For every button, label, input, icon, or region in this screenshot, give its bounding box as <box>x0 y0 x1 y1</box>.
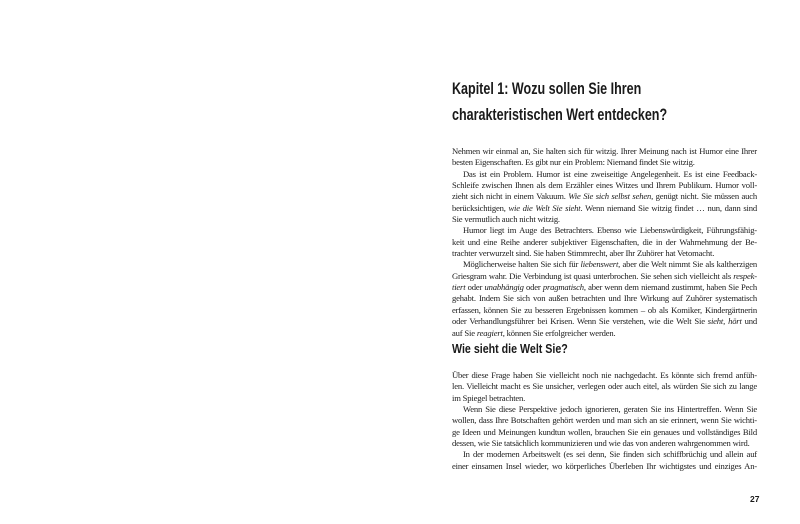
text-segment: , aber die Welt nimmt Sie als kaltherzigen <box>618 259 757 270</box>
text-line <box>452 191 757 202</box>
italic-text: unabhängig <box>484 282 524 293</box>
text-segment: , genügt nicht. Sie müssen auch <box>651 191 757 202</box>
text-segment: trachter verwurzelt sind. Sie haben Stimmrecht, aber Ihr Zuhörer hat Vetomacht. <box>452 248 715 259</box>
italic-text: tiert <box>452 282 466 293</box>
text-line <box>452 259 757 270</box>
text-segment: Möglicherweise halten Sie sich für <box>463 259 581 270</box>
text-segment: erfassen, können Sie zu besseren Ergebnissen kommen – ob als Komiker, Kindergärtnerin <box>452 304 757 315</box>
text-segment: und <box>741 316 757 327</box>
text-segment: oder <box>523 282 543 293</box>
italic-text: respek- <box>733 270 757 281</box>
text-line <box>452 293 757 304</box>
text-line <box>452 328 757 339</box>
text-line <box>452 225 757 236</box>
chapter-title-line: charakteristischen Wert entdecken? <box>452 106 668 124</box>
italic-text: liebenswert <box>580 259 619 270</box>
text-segment: wollen, dass Ihre Botschaften gehört werden und man sich an sie erinnert, wenn Sie wichti- <box>452 415 757 426</box>
text-segment: besten Eigenschaften. Es gibt nur ein Problem: Niemand findet Sie witzig. <box>452 157 695 168</box>
text-segment: , aber wenn dem niemand zustimmt, haben Sie Pech <box>583 282 757 293</box>
text-line <box>452 203 757 214</box>
italic-text: hört <box>728 316 742 327</box>
chapter-title <box>452 76 667 128</box>
italic-text: Wie Sie sich selbst sehen <box>568 191 652 202</box>
text-segment: oder Verhandlungsführer bei Krisen. Wenn Sie verstehen, wie die Welt Sie <box>452 316 708 327</box>
text-line <box>452 305 757 316</box>
italic-text: reagiert <box>476 327 503 338</box>
section1-body-text <box>452 146 757 339</box>
text-line <box>452 237 757 248</box>
text-segment: Über diese Frage haben Sie vielleicht noch nie nachgedacht. Es könnte sich fremd anfüh- <box>452 370 757 380</box>
text-line <box>452 214 757 225</box>
section-heading: Wie sieht die Welt Sie? <box>452 341 568 356</box>
text-segment: einer einsamen Insel wieder, wo körperliches Überleben Ihr wichtigstes und einziges An- <box>452 460 757 471</box>
text-line <box>452 427 757 438</box>
text-segment: Griesgram wahr. Die Verbindung ist quasi unterbrochen. Sie sehen sich vielleicht als <box>452 270 734 281</box>
section2-body-text <box>452 370 757 472</box>
text-segment: berücksichtigen, <box>452 202 509 213</box>
text-segment: im Spiegel betrachten. <box>452 392 526 403</box>
text-segment: Humor liegt im Auge des Betrachters. Ebenso wie Liebenswürdigkeit, Führungsfähig- <box>463 225 757 236</box>
text-segment: keit und eine Reihe anderer subjektiver Eigenschaften, die in der Wahrnehmung der Be- <box>452 236 757 247</box>
text-segment: In der modernen Arbeitswelt (es sei denn, Sie finden sich schiffbrüchig und allein auf <box>463 449 757 460</box>
text-segment: . Wenn niemand Sie witzig findet … nun, dann sind <box>580 202 757 213</box>
italic-text: sieht <box>707 316 724 327</box>
text-line <box>452 157 757 168</box>
text-line <box>452 146 757 157</box>
text-segment: Wenn Sie diese Perspektive jedoch ignorieren, geraten Sie ins Hintertreffen. Wenn Sie <box>463 404 757 415</box>
text-line <box>452 415 757 426</box>
text-segment: Schleife zwischen Ihnen als dem Erzähler eines Witzes und Ihrem Publikum. Humor voll- <box>452 180 757 191</box>
text-segment: zieht sich nicht in einem Vakuum. <box>452 191 569 202</box>
italic-text: pragmatisch <box>542 282 584 293</box>
text-line <box>452 180 757 191</box>
text-segment: , <box>723 316 729 327</box>
text-segment: dessen, wie Sie tatsächlich kommunizieren und wie das von anderen wahrgenommen wird. <box>452 438 750 449</box>
text-segment: gehabt. Indem Sie sich von außen betrachten und Ihre Wirkung auf Zuhörer systematisch <box>452 293 757 304</box>
text-segment: len. Vielleicht macht es Sie unsicher, verlegen oder auch eitel, als würden Sie sich zu lange <box>452 381 757 392</box>
text-line <box>452 370 757 381</box>
text-line <box>452 438 757 449</box>
text-line <box>452 169 757 180</box>
text-line <box>452 449 757 460</box>
text-line <box>452 404 757 415</box>
text-segment: oder <box>465 282 485 293</box>
text-line <box>452 248 757 259</box>
text-segment: , können Sie erfolgreicher werden. <box>502 327 616 338</box>
text-segment: Das ist ein Problem. Humor ist eine zweiseitige Angelegenheit. Es ist eine Feedback- <box>463 168 757 179</box>
text-segment: Nehmen wir einmal an, Sie halten sich für witzig. Ihrer Meinung nach ist Humor eine Ihrer <box>452 146 757 156</box>
page-number: 27 <box>750 494 760 504</box>
text-segment: ge Ideen und Meinungen kundtun wollen, brauchen Sie ein genaues und vollständiges Bild <box>452 426 757 437</box>
text-line <box>452 316 757 327</box>
text-line <box>452 282 757 293</box>
italic-text: wie die Welt Sie sieht <box>508 202 581 213</box>
text-line <box>452 271 757 282</box>
text-line <box>452 381 757 392</box>
text-line <box>452 461 757 472</box>
text-segment: auf Sie <box>452 327 477 338</box>
text-line <box>452 393 757 404</box>
text-segment: Sie vermutlich auch nicht witzig. <box>452 214 560 225</box>
chapter-title-line: Kapitel 1: Wozu sollen Sie Ihren <box>452 80 642 98</box>
